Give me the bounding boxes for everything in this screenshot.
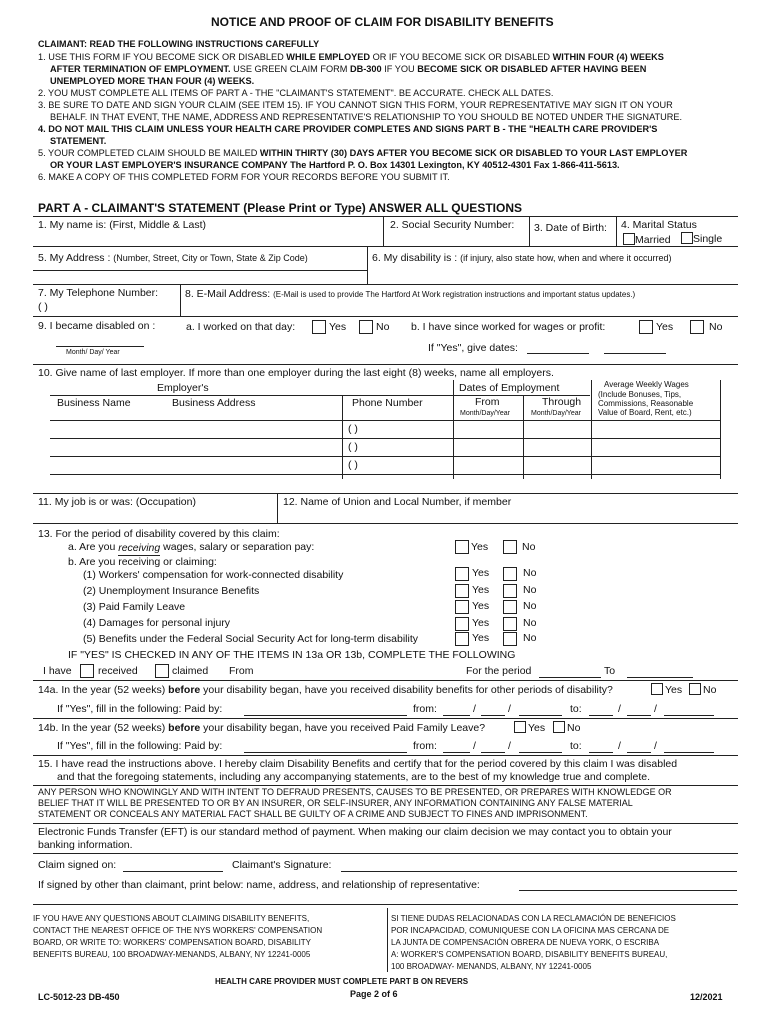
instruction-2: 2. YOU MUST COMPLETE ALL ITEMS OF PART A - THE "CLAIMANT'S STATEMENT". BE ACCURATE. CHECK ALL DATES. [38, 88, 554, 98]
col-from-hint: Month/Day/Year [460, 410, 510, 417]
health-care-provider-note: HEALTH CARE PROVIDER MUST COMPLETE PART B ON REVERS [215, 977, 469, 986]
claimant-signature-label: Claimant's Signature: [232, 859, 332, 871]
q13b4-no-label: No [523, 617, 537, 629]
q14b-no-label: No [567, 722, 581, 734]
q13b2-yes-label: Yes [472, 584, 490, 596]
q14a-slash-2: / [508, 703, 511, 715]
q13b5-yes-checkbox[interactable] [455, 632, 469, 646]
q13a-yes-label: Yes [471, 541, 489, 553]
dob-label: 3. Date of Birth: [534, 222, 607, 234]
address-label: 5. My Address : (Number, Street, City or Town, State & Zip Code) [38, 252, 308, 264]
if-checked-note: IF "YES" IS CHECKED IN ANY OF THE ITEMS IN 13a OR 13b, COMPLETE THE FOLLOWING [68, 649, 516, 661]
q13b5-no-checkbox[interactable] [503, 632, 517, 646]
q13b3-label: (3) Paid Family Leave [83, 601, 186, 613]
q14a-yes-label: Yes [665, 684, 683, 696]
q14b-yes-label: Yes [528, 722, 546, 734]
worked-that-day-label: a. I worked on that day: [186, 321, 296, 333]
q13b2-no-checkbox[interactable] [503, 584, 517, 598]
q13b3-no-label: No [523, 600, 537, 612]
q13b1-no-checkbox[interactable] [503, 567, 517, 581]
q14b-no-checkbox[interactable] [553, 721, 565, 733]
page-title: NOTICE AND PROOF OF CLAIM FOR DISABILITY BENEFITS [211, 15, 554, 29]
worked-yes-checkbox[interactable] [312, 320, 326, 334]
q15-certification: 15. I have read the instructions above. I hereby claim Disability Benefits and certify that for the period covered by this claim I was disabled [38, 758, 678, 770]
average-weekly-wages-heading: Average Weekly Wages [604, 380, 689, 389]
q13b3-no-checkbox[interactable] [503, 600, 517, 614]
instruction-1-cont: AFTER TERMINATION OF EMPLOYMENT. USE GREEN CLAIM FORM DB-300 IF YOU BECOME SICK OR DISABLED AFTER HAVING BEEN [50, 64, 647, 74]
q13-label: 13. For the period of disability covered by this claim: [38, 528, 280, 540]
q13b4-yes-checkbox[interactable] [455, 617, 469, 631]
employer-label: 10. Give name of last employer. If more than one employer during the last eight (8) weeks, name all employers. [38, 367, 554, 379]
q14b-paid-by-label: If "Yes", fill in the following: Paid by: [57, 740, 223, 752]
email-label: 8. E-Mail Address: (E-Mail is used to provide The Hartford At Work registration instructions and important status updates.) [185, 288, 636, 300]
col-from: From [475, 396, 500, 408]
q13b2-yes-checkbox[interactable] [455, 584, 469, 598]
worked-since-label: b. I have since worked for wages or profit: [411, 321, 606, 333]
instruction-6: 6. MAKE A COPY OF THIS COMPLETED FORM FOR YOUR RECORDS BEFORE YOU SUBMIT IT. [38, 172, 450, 182]
single-checkbox[interactable] [681, 232, 693, 244]
q14b-slash-2: / [508, 740, 511, 752]
claimed-label: claimed [172, 665, 209, 677]
instruction-1: 1. USE THIS FORM IF YOU BECOME SICK OR DISABLED WHILE EMPLOYED OR IF YOU BECOME SICK OR DISABLED WITHIN FOUR (4) WEEKS [38, 52, 664, 62]
phone-row-1: ( ) [348, 423, 358, 435]
q14a-slash-4: / [654, 703, 657, 715]
instruction-3-cont: BEHALF. IN THAT EVENT, THE NAME, ADDRESS AND REPRESENTATIVE'S RELATIONSHIP TO YOU SHOULD BE NOTED UNDER THE SIGNATURE. [50, 112, 683, 122]
contact-info-spanish: SI TIENE DUDAS RELACIONADAS CON LA RECLAMACIÓN DE BENEFICIOS POR INCAPACIDAD, COMUNIQUESE CON LA OFICINA MAS CERCANA DE LA JUNTA DE COMPENSACIÓN OBRERA DE NUEVA YORK, O ESCRIBA A: WORKER'S COMPENSATION BOARD, DISABILITY BENEFITS BUREAU, 100 BROADWAY- MENANDS, ALBANY, NY 12241-0005 [391, 914, 676, 971]
q14b-yes-checkbox[interactable] [514, 721, 526, 733]
married-option[interactable]: Married [623, 233, 671, 247]
instruction-1-cont2: UNEMPLOYED MORE THAN FOUR (4) WEEKS. [50, 76, 255, 86]
q14a-no-label: No [703, 684, 717, 696]
form-id: LC-5012-23 DB-450 [38, 992, 120, 1002]
instruction-4-cont: STATEMENT. [50, 136, 107, 146]
eft-notice: Electronic Funds Transfer (EFT) is our standard method of payment. When making our claim decision we may contact you to obtain your banking information. [38, 826, 672, 851]
from-label: From [229, 665, 254, 677]
for-period-label: For the period [466, 665, 532, 677]
worked-no-label: No [376, 321, 390, 333]
q14b-slash-4: / [654, 740, 657, 752]
received-checkbox[interactable] [80, 664, 94, 678]
telephone-label: 7. My Telephone Number: [38, 287, 159, 299]
q13b4-no-checkbox[interactable] [503, 617, 517, 631]
q14a-slash-1: / [473, 703, 476, 715]
q14a-label: 14a. In the year (52 weeks) before your disability began, have you received disability benefits for other periods of disability? [38, 684, 613, 696]
q13b5-yes-label: Yes [472, 632, 490, 644]
q13b5-label: (5) Benefits under the Federal Social Security Act for long-term disability [83, 633, 418, 645]
phone-row-2: ( ) [348, 441, 358, 453]
q13b1-yes-checkbox[interactable] [455, 567, 469, 581]
q14a-slash-3: / [618, 703, 621, 715]
q13b3-yes-checkbox[interactable] [455, 600, 469, 614]
worked-no-checkbox[interactable] [359, 320, 373, 334]
received-label: received [98, 665, 138, 677]
single-option[interactable]: Single [681, 232, 722, 246]
q14a-to-label: to: [570, 703, 582, 715]
q14a-paid-by-label: If "Yes", fill in the following: Paid by: [57, 703, 223, 715]
q15-certification-cont: and that the foregoing statements, including any accompanying statements, are to the best of my knowledge true and complete. [57, 771, 651, 783]
q14b-label: 14b. In the year (52 weeks) before your disability began, have you received Paid Family Leave? [38, 722, 486, 734]
q14a-yes-checkbox[interactable] [651, 683, 663, 695]
fraud-warning: ANY PERSON WHO KNOWINGLY AND WITH INTENT TO DEFRAUD PRESENTS, CAUSES TO BE PRESENTED, OR PREPARES WITH KNOWLEDGE OR BELIEF THAT IT WILL BE PRESENTED TO OR BY AN INSURER, OR SELF-INSURER, ANY INFORMATION CONTAINING ANY FALSE MATERIAL STATEMENT OR CONCEALS ANY MATERIAL FACT SHALL BE GUILTY OF A CRIME AND SUBJECT TO FINES AND IMPRISONMENT. [38, 787, 672, 819]
representative-label: If signed by other than claimant, print below: name, address, and relationship of representative: [38, 879, 480, 891]
q14b-slash-3: / [618, 740, 621, 752]
contact-info-english: IF YOU HAVE ANY QUESTIONS ABOUT CLAIMING DISABILITY BENEFITS, CONTACT THE NEAREST OFFICE OF THE NYS WORKERS' COMPENSATION BOARD, OR WRITE TO: WORKERS' COMPENSATION BOARD, DISABILITY BENEFITS BUREAU, 100 BROADWAY-MENANDS, ALBANY, NY 12241-0005 [33, 914, 323, 959]
q13b2-no-label: No [523, 584, 537, 596]
q14b-from-label: from: [413, 740, 437, 752]
ssn-label: 2. Social Security Number: [390, 219, 515, 231]
telephone-paren: ( ) [38, 301, 48, 313]
if-yes-dates-label: If "Yes", give dates: [428, 342, 518, 354]
instruction-4: 4. DO NOT MAIL THIS CLAIM UNLESS YOUR HEALTH CARE PROVIDER COMPLETES AND SIGNS PART B - THE "HEALTH CARE PROVIDER'S [38, 124, 658, 134]
marital-status-label: 4. Marital Status [621, 219, 697, 231]
q13b-label: b. Are you receiving or claiming: [68, 556, 217, 568]
since-yes-checkbox[interactable] [639, 320, 653, 334]
occupation-label: 11. My job is or was: (Occupation) [38, 496, 196, 508]
q13b4-label: (4) Damages for personal injury [83, 617, 231, 629]
form-date: 12/2021 [690, 992, 723, 1002]
q13b2-label: (2) Unemployment Insurance Benefits [83, 585, 260, 597]
q13b3-yes-label: Yes [472, 600, 490, 612]
q13a-label: a. Are you receiving wages, salary or separation pay: [68, 541, 315, 554]
q13a-no-checkbox[interactable] [503, 540, 517, 554]
disabled-on-label: 9. I became disabled on : [38, 320, 156, 332]
married-checkbox[interactable] [623, 233, 635, 245]
instruction-5: 5. YOUR COMPLETED CLAIM SHOULD BE MAILED WITHIN THIRTY (30) DAYS AFTER YOU BECOME SICK OR DISABLED TO YOUR LAST EMPLOYER [38, 148, 688, 158]
part-a-title: PART A - CLAIMANT'S STATEMENT (Please Print or Type) ANSWER ALL QUESTIONS [38, 201, 522, 215]
union-label: 12. Name of Union and Local Number, if member [283, 496, 512, 508]
q13b4-yes-label: Yes [472, 617, 490, 629]
q13b1-yes-label: Yes [472, 567, 490, 579]
phone-row-3: ( ) [348, 459, 358, 471]
to-label: To [604, 665, 616, 677]
i-have-label: I have [43, 665, 72, 677]
q13b5-no-label: No [523, 632, 537, 644]
claim-signed-on-label: Claim signed on: [38, 859, 117, 871]
col-business-address: Business Address [172, 397, 256, 409]
q14a-no-checkbox[interactable] [689, 683, 701, 695]
dates-of-employment-heading: Dates of Employment [459, 382, 560, 394]
instruction-3: 3. BE SURE TO DATE AND SIGN YOUR CLAIM (SEE ITEM 15). IF YOU CANNOT SIGN THIS FORM, YOUR REPRESENTATIVE MAY SIGN IT ON YOUR [38, 100, 673, 110]
q14b-slash-1: / [473, 740, 476, 752]
employers-heading: Employer's [157, 382, 209, 394]
date-hint: Month/ Day/ Year [66, 349, 120, 356]
col-through-hint: Month/Day/Year [531, 410, 581, 417]
since-no-label: No [709, 321, 723, 333]
q14b-to-label: to: [570, 740, 582, 752]
q13b1-label: (1) Workers' compensation for work-connected disability [83, 569, 344, 581]
name-label: 1. My name is: (First, Middle & Last) [38, 219, 207, 231]
instruction-5-cont: OR YOUR LAST EMPLOYER'S INSURANCE COMPANY The Hartford P. O. Box 14301 Lexington, KY 40512-4301 Fax 1-866-411-5613. [50, 160, 620, 170]
wages-note: (Include Bonuses, Tips, Commissions, Reasonable Value of Board, Rent, etc.) [598, 390, 694, 417]
col-phone: Phone Number [352, 397, 423, 409]
page-number: Page 2 of 6 [350, 989, 398, 999]
q14a-from-label: from: [413, 703, 437, 715]
since-yes-label: Yes [656, 321, 674, 333]
q13a-yes-checkbox[interactable] [455, 540, 469, 554]
col-business-name: Business Name [57, 397, 131, 409]
worked-yes-label: Yes [329, 321, 347, 333]
since-no-checkbox[interactable] [690, 320, 704, 334]
q13b1-no-label: No [523, 567, 537, 579]
claimed-checkbox[interactable] [155, 664, 169, 678]
disability-label: 6. My disability is : (if injury, also state how, when and where it occurred) [372, 252, 672, 264]
instructions-heading: CLAIMANT: READ THE FOLLOWING INSTRUCTIONS CAREFULLY [38, 39, 320, 49]
col-through: Through [542, 396, 582, 408]
q13a-no-label: No [522, 541, 536, 553]
